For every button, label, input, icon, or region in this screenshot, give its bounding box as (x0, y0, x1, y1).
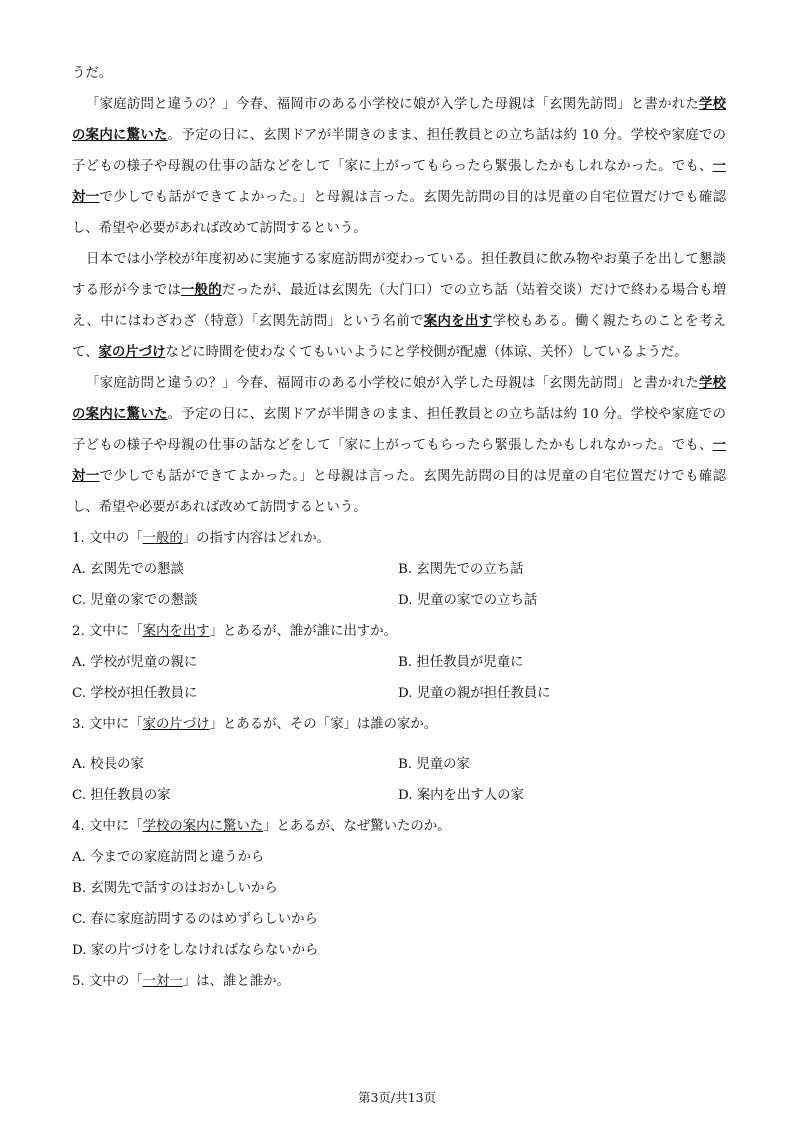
passage-paragraph-3 (72, 368, 726, 523)
question-2 (72, 616, 726, 647)
option-d[interactable]: D. 児童の親が担任教員に (398, 686, 551, 701)
question-text: 4. 文中に「 (72, 819, 143, 834)
question-3 (72, 709, 726, 740)
option-a[interactable]: A. 今までの家庭訪問と違うから (72, 850, 265, 865)
question-4 (72, 811, 726, 842)
question-text: 」は、誰と誰か。 (182, 974, 290, 989)
option-d[interactable]: D. 児童の家での立ち話 (398, 593, 538, 608)
question-term: 案内を出す (142, 624, 210, 639)
question-text: 」とあるが、その「家」は誰の家か。 (209, 717, 438, 732)
question-term: 一対一 (142, 974, 183, 989)
option-b[interactable]: B. 玄関先で話すのはおかしいから (72, 881, 278, 896)
option-a[interactable]: A. 玄関先での懇談 (72, 562, 184, 577)
text-run: 学校もある。働く親たちのことを考えて、 (72, 314, 727, 360)
option-b[interactable]: B. 担任教員が児童に (398, 655, 524, 670)
exam-page (72, 58, 726, 997)
text-run: 日本では小学校が年度初めに実施する家庭訪問が変わっている。担任教員に飲み物やお菓子を出して懇談する形が今までは (72, 252, 726, 298)
underlined-phrase: 一対一 (72, 437, 726, 484)
text-run: 。予定の日に、玄関ドアが半開きのまま、担任教員との立ち話は約 10 分。学校や家庭での子どもの様子や母親の仕事の話などをして「家に上がってもらったら緊張したかもしれなかった。でも、 (72, 128, 726, 174)
text-run: などに時間を使わなくてもいいようにと学校側が配慮（体谅、关怀）しているようだ。 (165, 345, 688, 360)
option-c[interactable]: C. 児童の家での懇談 (72, 593, 198, 608)
question-text: 5. 文中の「 (72, 974, 143, 989)
question-text: 」とあるが、なぜ驚いたのか。 (263, 819, 451, 834)
underlined-phrase: 一般的 (181, 282, 222, 298)
question-text: 」とあるが、誰が誰に出すか。 (209, 624, 398, 639)
option-a[interactable]: A. 学校が児童の親に (72, 655, 198, 670)
question-text: 1. 文中の「 (72, 531, 143, 546)
text-run: で少しでも話ができてよかった。」と母親は言った。玄関先訪問の目的は児童の自宅位置だけでも確認し、希望や必要があれば改めて訪問するという。 (72, 469, 727, 515)
option-a[interactable]: A. 校長の家 (72, 757, 144, 772)
question-term: 学校の案内に驚いた (142, 819, 264, 834)
options-q1 (72, 554, 726, 616)
question-text: 2. 文中に「 (72, 624, 143, 639)
option-c[interactable]: C. 担任教員の家 (72, 788, 171, 803)
passage-paragraph-1 (72, 89, 726, 244)
text-run: だったが、最近は玄関先（大门口）での立ち話（站着交谈）だけで終わる場合も増え、中にはわざわざ（特意）「玄関先訪問」という名前で (72, 283, 727, 329)
option-c[interactable]: C. 学校が担任教員に (72, 686, 198, 701)
underlined-phrase: 一対一 (72, 158, 726, 205)
text-run: 「家庭訪問と違うの？」今春、福岡市のある小学校に娘が入学した母親は「玄関先訪問」と書かれた (86, 376, 699, 391)
question-text: 」の指す内容はどれか。 (182, 531, 331, 546)
underlined-phrase: 学校の案内に驚いた (72, 96, 726, 143)
underlined-phrase: 案内を出す (423, 313, 493, 329)
question-term: 家の片づけ (142, 717, 210, 732)
text-run: 。予定の日に、玄関ドアが半開きのまま、担任教員との立ち話は約 10 分。学校や家庭での子どもの様子や母親の仕事の話などをして「家に上がってもらったら緊張したかもしれなかった。でも、 (72, 407, 726, 453)
spacer (72, 740, 726, 749)
passage-paragraph-2 (72, 244, 726, 368)
options-q3 (72, 749, 726, 811)
page-number: 第3页/共13页 (357, 1090, 437, 1105)
text-run: 「家庭訪問と違うの？」今春、福岡市のある小学校に娘が入学した母親は「玄関先訪問」と書かれた (86, 97, 699, 112)
option-b[interactable]: B. 玄関先での立ち話 (398, 562, 524, 577)
question-1 (72, 523, 726, 554)
option-d[interactable]: D. 家の片づけをしなければならないから (72, 943, 319, 958)
question-5 (72, 966, 726, 997)
option-d[interactable]: D. 案内を出す人の家 (398, 788, 524, 803)
underlined-phrase: 学校の案内に驚いた (72, 375, 726, 422)
question-term: 一般的 (142, 531, 183, 546)
options-q2 (72, 647, 726, 709)
text-run: で少しでも話ができてよかった。」と母親は言った。玄関先訪問の目的は児童の自宅位置だけでも確認し、希望や必要があれば改めて訪問するという。 (72, 190, 727, 236)
question-text: 3. 文中に「 (72, 717, 143, 732)
option-c[interactable]: C. 春に家庭訪問するのはめずらしいから (72, 912, 318, 927)
passage-fragment: うだ。 (72, 66, 113, 81)
option-b[interactable]: B. 児童の家 (398, 757, 470, 772)
underlined-phrase: 家の片づけ (98, 344, 166, 360)
